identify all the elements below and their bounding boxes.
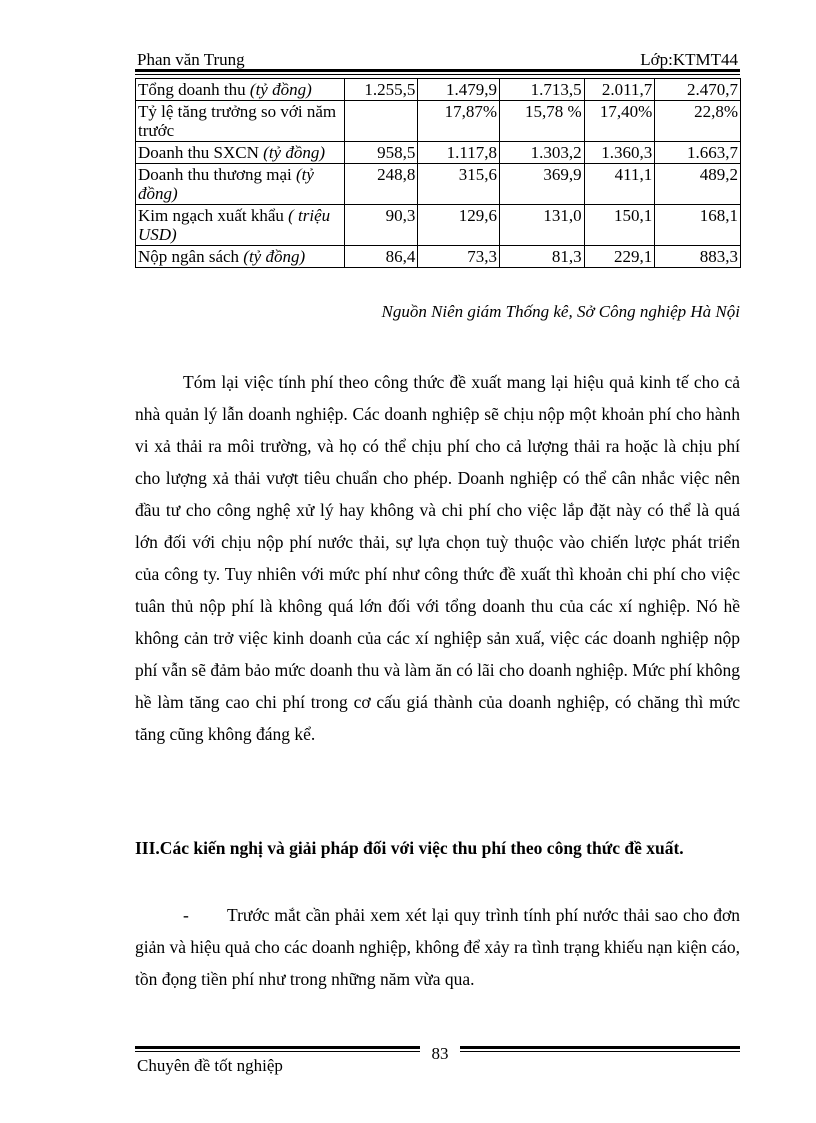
- table-cell: 958,5: [344, 142, 418, 164]
- table-cell: 17,40%: [584, 101, 655, 142]
- bullet-text: Trước mắt cần phải xem xét lại quy trình tính phí nước thải sao cho đơn giản và hiệu quả cho các doanh nghiệp, không để xảy ra tình trạng khiếu nạn kiện cáo, tồn đọng tiền phí như trong những năm vừa qua.: [135, 905, 741, 989]
- row-label: Doanh thu SXCN (tỷ đồng): [136, 142, 345, 164]
- table-row: [136, 205, 741, 246]
- table-cell: 1.479,9: [418, 79, 500, 101]
- table-cell: 1.255,5: [344, 79, 418, 101]
- bullet-item: [135, 899, 740, 995]
- row-label: Doanh thu thương mại (tỷ đồng): [136, 164, 345, 205]
- table-row: [136, 101, 741, 142]
- page-header: [135, 50, 740, 70]
- bullet-marker: -: [183, 905, 189, 925]
- row-label: Tổng doanh thu (tỷ đồng): [136, 79, 345, 101]
- table-cell: 411,1: [584, 164, 655, 205]
- table-cell: 129,6: [418, 205, 500, 246]
- table-source-note: Nguồn Niên giám Thống kê, Sở Công nghiệp Hà Nội: [381, 302, 740, 321]
- table-row: [136, 142, 741, 164]
- table-cell: 1.360,3: [584, 142, 655, 164]
- table-cell: 489,2: [655, 164, 741, 205]
- table-cell: 73,3: [418, 246, 500, 268]
- row-label: Tỷ lệ tăng trưởng so với năm trước: [136, 101, 345, 142]
- table-cell: 131,0: [499, 205, 584, 246]
- table-cell: 229,1: [584, 246, 655, 268]
- header-author: Phan văn Trung: [137, 50, 245, 69]
- table-cell: 2.011,7: [584, 79, 655, 101]
- table-cell: 369,9: [499, 164, 584, 205]
- table-cell: 81,3: [499, 246, 584, 268]
- header-rule-thin: [135, 74, 740, 75]
- table-cell: 1.663,7: [655, 142, 741, 164]
- row-label: Kim ngạch xuất khẩu ( triệu USD): [136, 205, 345, 246]
- section-heading: III.Các kiến nghị và giải pháp đối với việc thu phí theo công thức đề xuất.: [135, 838, 684, 858]
- header-rule: [135, 69, 740, 72]
- table-cell: 15,78 %: [499, 101, 584, 142]
- table-cell: 168,1: [655, 205, 741, 246]
- table-cell: 248,8: [344, 164, 418, 205]
- table-cell: 150,1: [584, 205, 655, 246]
- table-cell: 315,6: [418, 164, 500, 205]
- table-cell: 17,87%: [418, 101, 500, 142]
- table-cell: [344, 101, 418, 142]
- page-number: 83: [420, 1044, 460, 1064]
- table-cell: 90,3: [344, 205, 418, 246]
- table-cell: 883,3: [655, 246, 741, 268]
- table-cell: 22,8%: [655, 101, 741, 142]
- paragraph-text: Tóm lại việc tính phí theo công thức đề xuất mang lại hiệu quả kinh tế cho cả nhà quản lý lẫn doanh nghiệp. Các doanh nghiệp sẽ chịu nộp một khoản phí cho hành vi xả thải ra môi trường, và họ có thể chịu phí cho cả lượng thải ra hoặc là chịu phí cho lượng xả thải vượt tiêu chuẩn cho phép. Doanh nghiệp có thể cân nhắc việc nên đầu tư cho công nghệ xử lý hay không và chi phí cho việc lắp đặt này có thể là quá lớn đối với chịu nộp phí nước thải, sự lựa chọn tuỳ thuộc vào chiến lược phát triển của công ty. Tuy nhiên với mức phí như công thức đề xuất thì khoản chi phí cho việc tuân thủ nộp phí là không quá lớn đối với tổng doanh thu của các xí nghiệp. Nó hề không cản trở việc kinh doanh của các xí nghiệp sản xuấ, việc các doanh nghiệp nộp phí vẫn sẽ đảm bảo mức doanh thu và làm ăn có lãi cho doanh nghiệp. Mức phí không hề làm tăng cao chi phí trong cơ cấu giá thành của doanh nghiệp, có chăng thì mức tăng cũng không đáng kể.: [135, 372, 740, 744]
- table-cell: 86,4: [344, 246, 418, 268]
- table-row: [136, 164, 741, 205]
- body-paragraph: [135, 366, 740, 750]
- statistics-table: [135, 78, 741, 268]
- table-cell: 1.117,8: [418, 142, 500, 164]
- table-row: [136, 246, 741, 268]
- table-row: [136, 79, 741, 101]
- table-cell: 1.303,2: [499, 142, 584, 164]
- table-cell: 2.470,7: [655, 79, 741, 101]
- header-class: Lớp:KTMT44: [640, 50, 738, 69]
- row-label: Nộp ngân sách (tỷ đồng): [136, 246, 345, 268]
- footer-title: Chuyên đề tốt nghiệp: [137, 1056, 283, 1075]
- table-cell: 1.713,5: [499, 79, 584, 101]
